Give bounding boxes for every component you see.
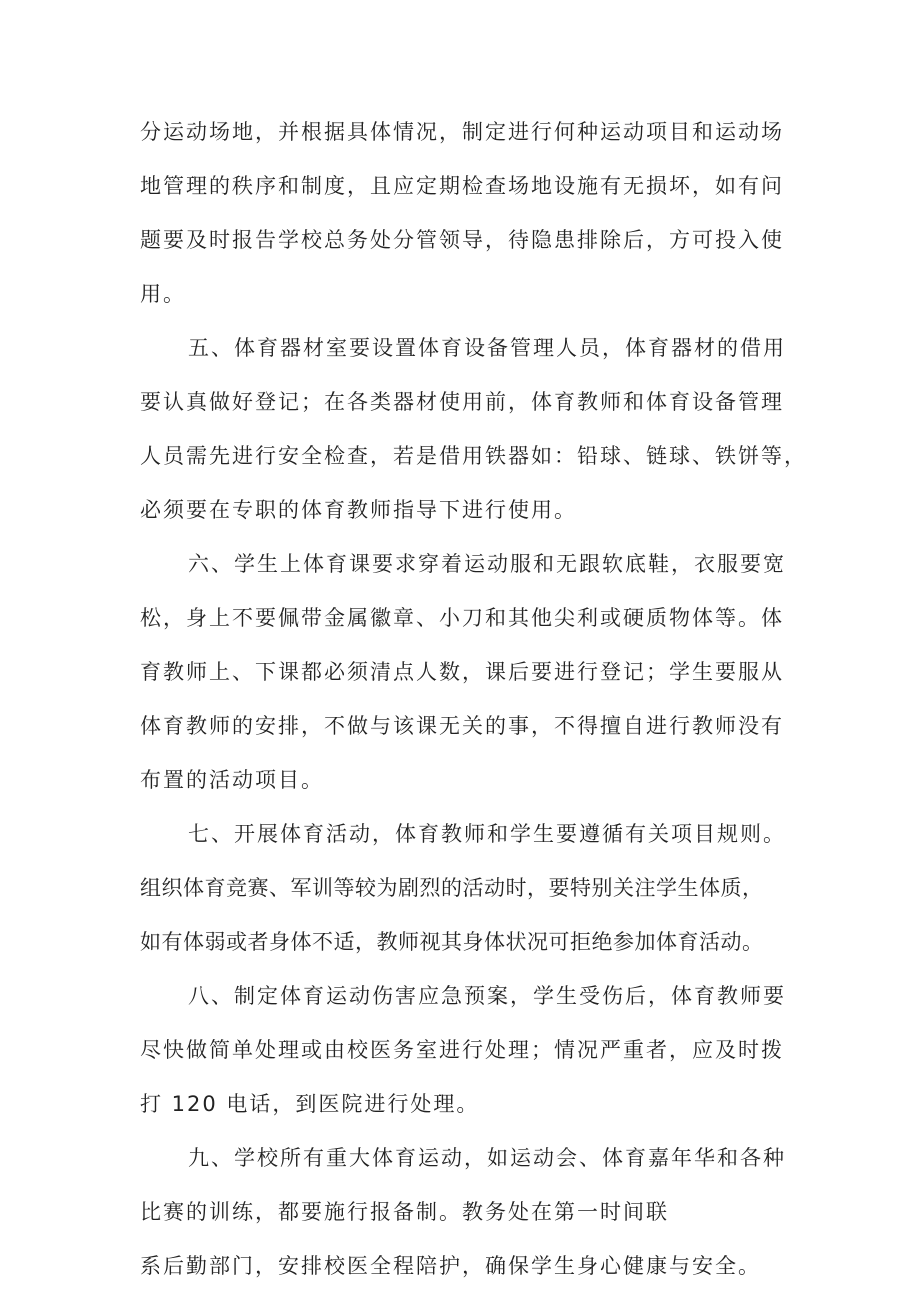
paragraph-line: 尽快做简单处理或由校医务室进行处理；情况严重者，应及时拨	[140, 1038, 784, 1062]
paragraph-line: 组织体育竞赛、军训等较为剧烈的活动时，要特别关注学生体质，	[140, 876, 764, 900]
paragraph-line: 布置的活动项目。	[140, 768, 324, 792]
paragraph-line: 八、制定体育运动伤害应急预案，学生受伤后，体育教师要	[188, 984, 786, 1008]
paragraph-line: 地管理的秩序和制度，且应定期检查场地设施有无损坏，如有问	[140, 174, 784, 198]
paragraph-line: 体育教师的安排，不做与该课无关的事，不得擅自进行教师没有	[140, 714, 784, 738]
paragraph-line: 必须要在专职的体育教师指导下进行使用。	[140, 498, 577, 522]
paragraph-line: 人员需先进行安全检查，若是借用铁器如：铅球、链球、铁饼等，	[140, 444, 807, 468]
paragraph-line: 分运动场地，并根据具体情况，制定进行何种运动项目和运动场	[140, 120, 784, 144]
paragraph-line: 用。	[140, 282, 186, 306]
paragraph-line: 五、体育器材室要设置体育设备管理人员，体育器材的借用	[188, 336, 786, 360]
paragraph-line: 松，身上不要佩带金属徽章、小刀和其他尖利或硬质物体等。体	[140, 606, 784, 630]
paragraph-line: 打 120 电话，到医院进行处理。	[140, 1092, 480, 1116]
paragraph-line: 要认真做好登记；在各类器材使用前，体育教师和体育设备管理	[140, 390, 784, 414]
paragraph-line: 七、开展体育活动，体育教师和学生要遵循有关项目规则。	[188, 822, 786, 846]
paragraph-line: 九、学校所有重大体育运动，如运动会、体育嘉年华和各种	[188, 1146, 786, 1170]
paragraph-line: 系后勤部门，安排校医全程陪护，确保学生身心健康与安全。	[140, 1254, 761, 1278]
paragraph-line: 比赛的训练，都要施行报备制。教务处在第一时间联	[140, 1200, 669, 1224]
paragraph-line: 六、学生上体育课要求穿着运动服和无跟软底鞋，衣服要宽	[188, 552, 786, 576]
paragraph-line: 育教师上、下课都必须清点人数，课后要进行登记；学生要服从	[140, 660, 784, 684]
paragraph-line: 题要及时报告学校总务处分管领导，待隐患排除后，方可投入使	[140, 228, 784, 252]
paragraph-line: 如有体弱或者身体不适，教师视其身体状况可拒绝参加体育活动。	[140, 930, 764, 954]
